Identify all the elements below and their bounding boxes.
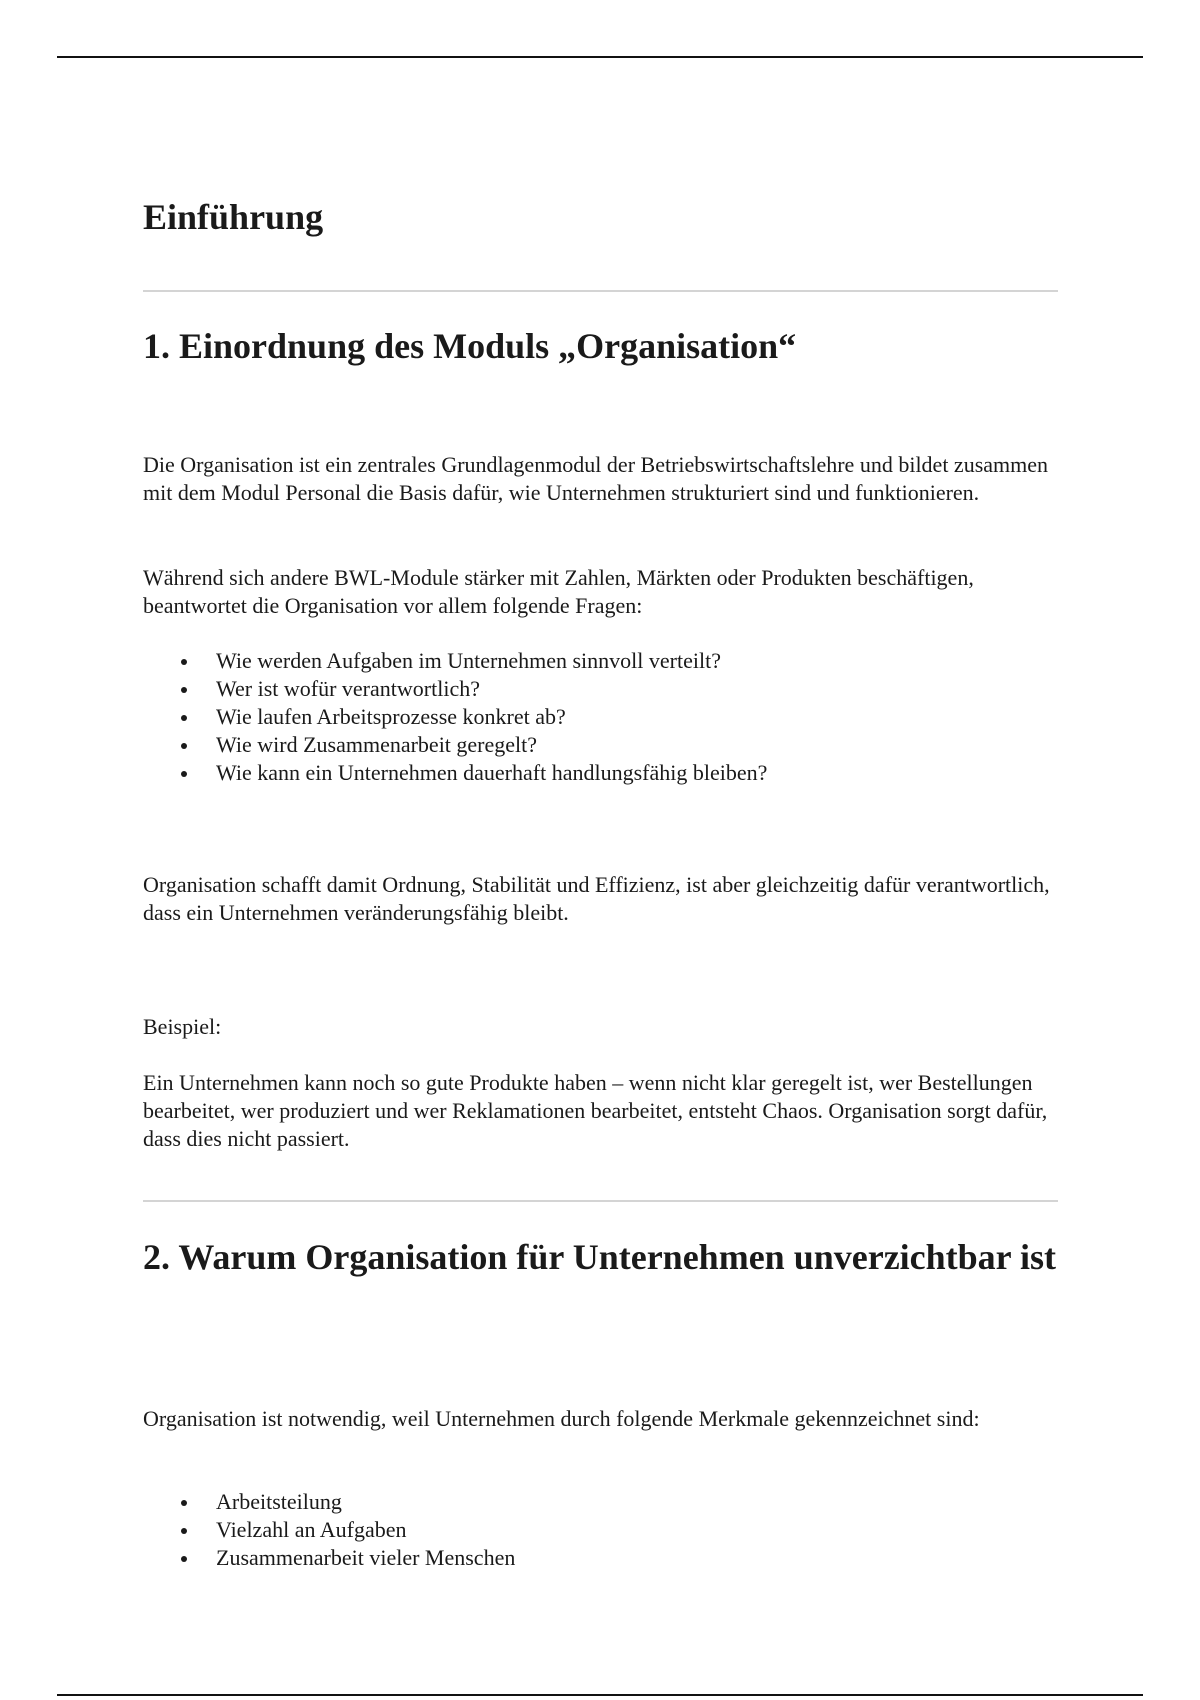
bullet-dot-icon [181, 1500, 187, 1506]
bullet-dot-icon [181, 1556, 187, 1562]
list-item [143, 1488, 1058, 1516]
list-item [143, 1516, 1058, 1544]
list-item-text: Zusammenarbeit vieler Menschen [216, 1545, 516, 1570]
list-item-text: Wer ist wofür verantwortlich? [216, 676, 480, 701]
section-2-intro-paragraph: Organisation ist notwendig, weil Unternehmen durch folgende Merkmale gekennzeichnet sind: [143, 1406, 980, 1431]
bullet-dot-icon [181, 715, 187, 721]
list-item [143, 647, 1058, 675]
list-item [143, 675, 1058, 703]
section-2-feature-list [143, 1488, 1058, 1572]
list-item [143, 1544, 1058, 1572]
list-item-text: Wie werden Aufgaben im Unternehmen sinnvoll verteilt? [216, 648, 721, 673]
example-label: Beispiel: [143, 1014, 222, 1039]
list-item-text: Wie wird Zusammenarbeit geregelt? [216, 732, 538, 757]
section-1-question-list [143, 647, 1058, 787]
page-bottom-rule [57, 1694, 1143, 1696]
list-item-text: Wie kann ein Unternehmen dauerhaft handlungsfähig bleiben? [216, 760, 768, 785]
bullet-dot-icon [181, 687, 187, 693]
list-item-text: Arbeitsteilung [216, 1489, 342, 1514]
list-item-text: Vielzahl an Aufgaben [216, 1517, 407, 1542]
bullet-dot-icon [181, 1528, 187, 1534]
bullet-dot-icon [181, 659, 187, 665]
list-item [143, 759, 1058, 787]
document-title: Einführung [143, 197, 324, 237]
section-1-heading: 1. Einordnung des Moduls „Organisation“ [143, 326, 797, 366]
example-text: Ein Unternehmen kann noch so gute Produkte haben – wenn nicht klar geregelt ist, wer Bestellungen bearbeitet, wer produziert und wer Reklamationen bearbeitet, entsteht Chaos. Organisation sorgt dafür, dass dies nicht passiert. [143, 1070, 1048, 1151]
section-2-heading: 2. Warum Organisation für Unternehmen unverzichtbar ist [143, 1237, 1057, 1277]
section-1-questions-intro: Während sich andere BWL-Module stärker mit Zahlen, Märkten oder Produkten beschäftigen, beantwortet die Organisation vor allem folgende Fragen: [143, 565, 974, 618]
bullet-dot-icon [181, 743, 187, 749]
list-item-text: Wie laufen Arbeitsprozesse konkret ab? [216, 704, 566, 729]
page-top-rule [57, 56, 1143, 58]
section-divider [143, 1200, 1058, 1202]
section-1-intro-paragraph: Die Organisation ist ein zentrales Grundlagenmodul der Betriebswirtschaftslehre und bildet zusammen mit dem Modul Personal die Basis dafür, wie Unternehmen strukturiert sind und funktionieren. [143, 452, 1049, 505]
bullet-dot-icon [181, 771, 187, 777]
section-1-summary-paragraph: Organisation schafft damit Ordnung, Stabilität und Effizienz, ist aber gleichzeitig dafür verantwortlich, dass ein Unternehmen veränderungsfähig bleibt. [143, 872, 1050, 925]
list-item [143, 731, 1058, 759]
section-divider [143, 290, 1058, 292]
list-item [143, 703, 1058, 731]
